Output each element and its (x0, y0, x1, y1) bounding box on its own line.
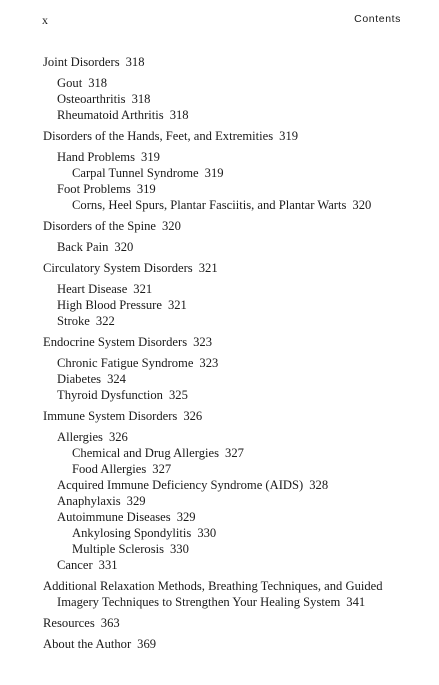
toc-entry-title: Food Allergies (72, 462, 147, 476)
toc-entry-title: Ankylosing Spondylitis (72, 526, 192, 540)
toc-entry-page: 328 (309, 478, 329, 492)
toc-entry-page: 318 (125, 55, 145, 69)
toc-entry (43, 509, 428, 525)
toc-entry-page: 320 (114, 240, 134, 254)
toc-entry (43, 218, 428, 234)
toc-entry-title: Foot Problems (57, 182, 131, 196)
toc-entry-page: 322 (95, 314, 115, 328)
toc-entry-page: 321 (167, 298, 187, 312)
toc-entry (43, 615, 428, 631)
toc-entry-page: 341 (346, 595, 366, 609)
toc-entry (43, 165, 428, 181)
toc-entry (43, 525, 428, 541)
toc-entry-page: 329 (176, 510, 196, 524)
toc-entry-page: 319 (136, 182, 156, 196)
toc-entry-page: 318 (131, 92, 151, 106)
toc-entry-page: 325 (168, 388, 188, 402)
toc-entry (43, 181, 428, 197)
toc-entry-title-continued (43, 594, 428, 610)
toc-entry (43, 408, 428, 424)
toc-entry (43, 477, 428, 493)
toc-entry-title: Corns, Heel Spurs, Plantar Fasciitis, and Plantar Warts (72, 198, 347, 212)
toc-entry-page: 330 (197, 526, 217, 540)
toc-entry-page: 318 (169, 108, 189, 122)
toc-entry-title: Gout (57, 76, 83, 90)
toc-entry (43, 541, 428, 557)
toc-entry (43, 107, 428, 123)
toc-entry-page: 330 (170, 542, 189, 556)
toc-entry-page: 369 (137, 637, 157, 651)
toc-entry (43, 334, 428, 350)
toc-entry-page: 319 (204, 166, 224, 180)
toc-entry-page: 319 (141, 150, 160, 164)
toc-entry-page: 323 (199, 356, 219, 370)
toc-entry-title: About the Author (43, 637, 132, 651)
toc-entry (43, 557, 428, 573)
toc-entry-page: 331 (98, 558, 118, 572)
toc-entry-title: Anaphylaxis (57, 494, 121, 508)
running-head: Contents (354, 13, 401, 25)
toc-entry-title: Osteoarthritis (57, 92, 126, 106)
toc-entry-title: Cancer (57, 558, 93, 572)
toc-entry-page: 319 (279, 129, 299, 143)
table-of-contents (43, 54, 428, 652)
toc-entry-title: Resources (43, 616, 95, 630)
toc-entry-title: Thyroid Dysfunction (57, 388, 163, 402)
toc-entry-title: Joint Disorders (43, 55, 120, 69)
toc-entry-title: Back Pain (57, 240, 109, 254)
toc-entry (43, 313, 428, 329)
toc-entry-page: 321 (133, 282, 153, 296)
toc-entry-page: 326 (183, 409, 203, 423)
toc-entry (43, 54, 428, 70)
toc-entry-title: Disorders of the Spine (43, 219, 156, 233)
toc-entry-title: Circulatory System Disorders (43, 261, 193, 275)
page-number: x (42, 13, 49, 27)
toc-entry-page: 327 (225, 446, 244, 460)
toc-entry (43, 387, 428, 403)
toc-entry (43, 260, 428, 276)
toc-entry-title: Diabetes (57, 372, 102, 386)
toc-entry-title: Immune System Disorders (43, 409, 178, 423)
toc-entry-title: High Blood Pressure (57, 298, 162, 312)
toc-entry (43, 578, 428, 610)
toc-entry-title: Carpal Tunnel Syndrome (72, 166, 199, 180)
toc-entry-title: Additional Relaxation Methods, Breathing Techniques, and Guided (43, 579, 383, 593)
toc-entry-title-line2: Imagery Techniques to Strengthen Your Healing System (57, 595, 341, 609)
toc-entry (43, 355, 428, 371)
toc-entry-title: Endocrine System Disorders (43, 335, 188, 349)
toc-entry-page: 329 (126, 494, 146, 508)
toc-entry (43, 197, 428, 213)
toc-entry (43, 636, 428, 652)
toc-entry-title: Multiple Sclerosis (72, 542, 164, 556)
toc-entry (43, 128, 428, 144)
toc-entry (43, 75, 428, 91)
toc-entry-page: 321 (198, 261, 218, 275)
toc-entry-title: Heart Disease (57, 282, 128, 296)
toc-entry (43, 91, 428, 107)
toc-entry (43, 239, 428, 255)
toc-entry-page: 363 (100, 616, 120, 630)
toc-entry-page: 326 (108, 430, 128, 444)
toc-entry-page: 320 (161, 219, 181, 233)
toc-entry-title: Allergies (57, 430, 103, 444)
toc-entry (43, 297, 428, 313)
toc-entry-page: 324 (107, 372, 126, 386)
toc-entry-page: 323 (193, 335, 212, 349)
toc-entry-title: Autoimmune Diseases (57, 510, 171, 524)
toc-entry-page: 327 (152, 462, 172, 476)
toc-entry (43, 461, 428, 477)
toc-entry-page: 320 (352, 198, 372, 212)
toc-entry (43, 493, 428, 509)
toc-entry-title: Hand Problems (57, 150, 136, 164)
toc-entry-title: Acquired Immune Deficiency Syndrome (AIDS) (57, 478, 304, 492)
toc-entry (43, 281, 428, 297)
toc-entry-title: Disorders of the Hands, Feet, and Extremities (43, 129, 274, 143)
toc-entry-title: Stroke (57, 314, 90, 328)
toc-entry (43, 445, 428, 461)
toc-entry-title: Rheumatoid Arthritis (57, 108, 164, 122)
toc-entry-title: Chemical and Drug Allergies (72, 446, 220, 460)
toc-entry (43, 429, 428, 445)
toc-entry (43, 149, 428, 165)
toc-entry (43, 371, 428, 387)
toc-entry-page: 318 (88, 76, 108, 90)
toc-entry-title: Chronic Fatigue Syndrome (57, 356, 194, 370)
